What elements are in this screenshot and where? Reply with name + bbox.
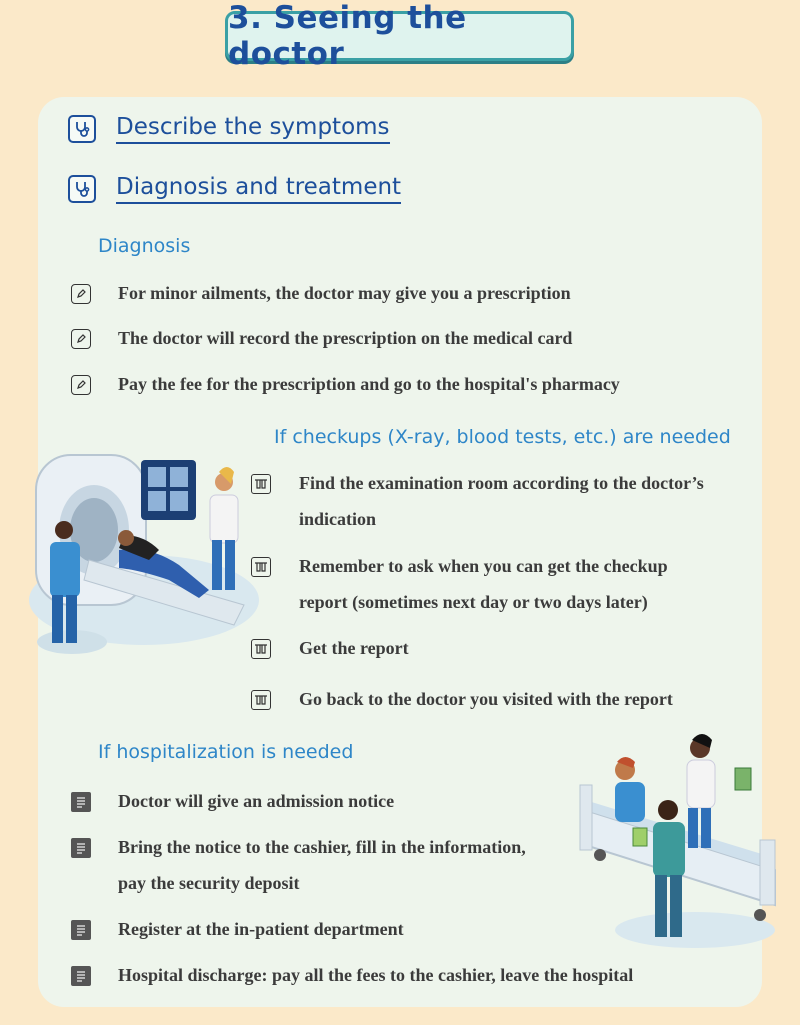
list-item-text: Doctor will give an admission notice — [118, 791, 395, 811]
list-item-text: The doctor will record the prescription on the medical card — [118, 328, 573, 348]
list-item-line: report (sometimes next day or two days later) — [299, 592, 648, 612]
diagnosis-heading: Diagnosis — [98, 235, 191, 257]
mri-scan-illustration — [14, 440, 264, 665]
list-item-text: Register at the in-patient department — [118, 919, 404, 939]
list-item-line: Find the examination room according to the doctor’s — [299, 473, 704, 493]
list-item — [71, 328, 572, 356]
pen-note-icon — [71, 284, 91, 304]
pen-note-icon — [71, 329, 91, 349]
checkups-heading: If checkups (X-ray, blood tests, etc.) are needed — [274, 426, 731, 448]
list-item-text — [299, 465, 704, 537]
list-item — [71, 374, 620, 402]
form-icon — [71, 966, 91, 986]
stethoscope-icon — [68, 175, 96, 203]
list-item — [71, 791, 394, 819]
list-item — [251, 638, 409, 666]
lab-panel-icon — [251, 557, 271, 577]
list-item — [71, 837, 526, 901]
page-title: 3. Seeing the doctor — [228, 0, 467, 72]
list-item — [71, 919, 404, 947]
pen-note-icon — [71, 375, 91, 395]
list-item-line: pay the security deposit — [118, 873, 300, 893]
form-icon — [71, 792, 91, 812]
section-diagnosis-treatment — [68, 172, 401, 206]
lab-panel-icon — [251, 690, 271, 710]
form-icon — [71, 920, 91, 940]
page-title-badge — [225, 0, 574, 72]
list-item-text — [299, 548, 668, 620]
hospitalization-heading: If hospitalization is needed — [98, 741, 354, 763]
list-item — [71, 965, 633, 993]
list-item-text: Get the report — [299, 638, 409, 658]
hospital-bed-illustration — [575, 730, 785, 955]
list-item-text: For minor ailments, the doctor may give you a prescription — [118, 283, 571, 303]
list-item-line: Bring the notice to the cashier, fill in the information, — [118, 837, 526, 857]
list-item-text: Pay the fee for the prescription and go to the hospital's pharmacy — [118, 374, 620, 394]
section-heading: Diagnosis and treatment — [116, 174, 401, 204]
lab-panel-icon — [251, 639, 271, 659]
stethoscope-icon — [68, 115, 96, 143]
list-item-line: indication — [299, 509, 377, 529]
section-heading: Describe the symptoms — [116, 114, 390, 144]
section-describe-symptoms — [68, 112, 390, 146]
list-item-text: Go back to the doctor you visited with the report — [299, 689, 673, 709]
list-item — [71, 283, 571, 311]
list-item-text — [118, 829, 526, 901]
list-item — [251, 556, 668, 620]
list-item — [251, 473, 704, 537]
list-item-line: Remember to ask when you can get the checkup — [299, 556, 668, 576]
form-icon — [71, 838, 91, 858]
list-item — [251, 689, 673, 717]
lab-panel-icon — [251, 474, 271, 494]
list-item-text: Hospital discharge: pay all the fees to the cashier, leave the hospital — [118, 965, 634, 985]
